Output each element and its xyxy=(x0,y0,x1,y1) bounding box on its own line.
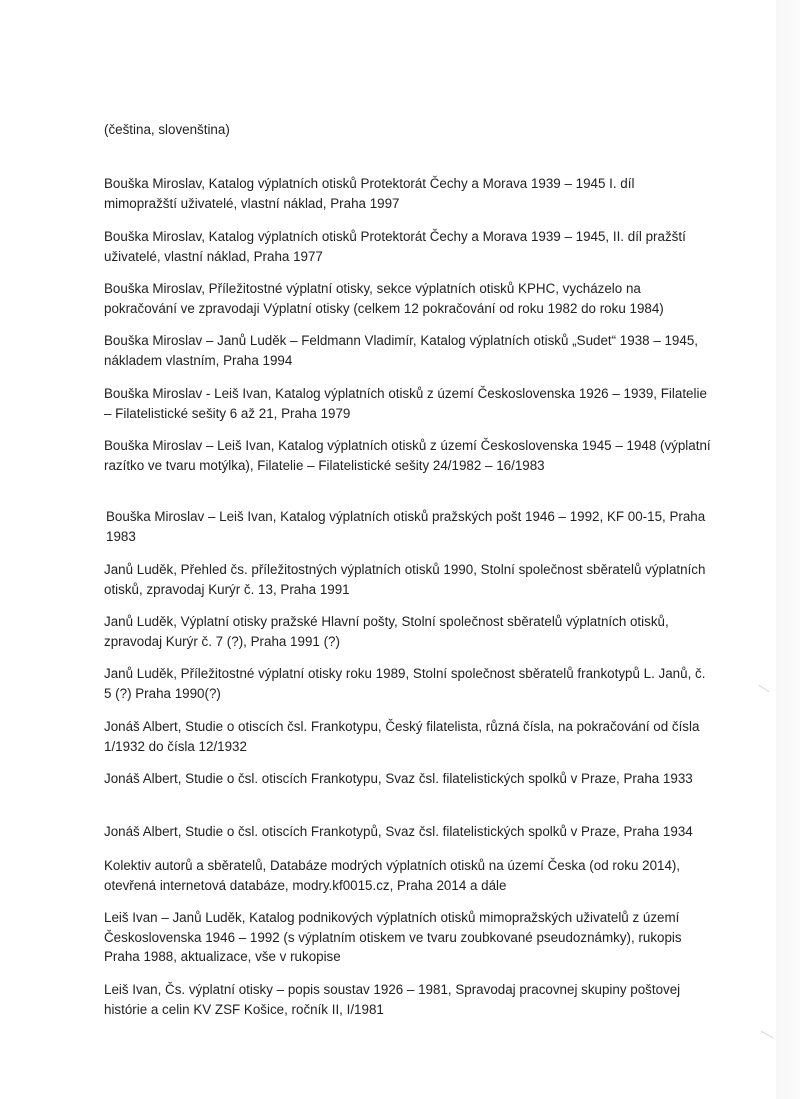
text-line: Bouška Miroslav – Leiš Ivan, Katalog výplatních otisků pražských pošt 1946 – 1992, KF 00-15, Praha xyxy=(106,509,706,524)
text-line: Leiš Ivan – Janů Luděk, Katalog podnikových výplatních otisků mimopražských uživatelů z území xyxy=(104,910,680,925)
bibliography-entry xyxy=(104,717,704,756)
bibliography-entry xyxy=(104,822,704,842)
bibliography-entry xyxy=(104,279,704,318)
text-line: uživatelé, vlastní náklad, Praha 1977 xyxy=(104,248,323,264)
text-line: Bouška Miroslav, Katalog výplatních otisků Protektorát Čechy a Morava 1939 – 1945 I. díl xyxy=(104,176,635,191)
text-line: Janů Luděk, Výplatní otisky pražské Hlavní pošty, Stolní společnost sběratelů výplatních otisků, xyxy=(104,614,669,629)
text-line: Bouška Miroslav – Leiš Ivan, Katalog výplatních otisků z území Československa 1945 – 1948 (výplatní xyxy=(104,438,711,453)
bibliography-entry xyxy=(104,331,704,370)
text-line: 5 (?) Praha 1990(?) xyxy=(104,685,221,701)
text-line: Janů Luděk, Přehled čs. příležitostných výplatních otisků 1990, Stolní společnost sběratelů výplatních xyxy=(104,562,706,577)
text-line: Jonáš Albert, Studie o čsl. otiscích Frankotypu, Svaz čsl. filatelistických spolků v Praze, Praha 1933 xyxy=(104,771,693,786)
text-line: Kolektiv autorů a sběratelů, Databáze modrých výplatních otisků na území Česka (od roku 2014), xyxy=(104,858,681,873)
bibliography-entry xyxy=(104,769,704,789)
text-line: Janů Luděk, Příležitostné výplatní otisky roku 1989, Stolní společnost sběratelů frankotypů L. Janů, č. xyxy=(104,666,706,681)
bibliography-entry xyxy=(104,174,704,213)
text-line: Leiš Ivan, Čs. výplatní otisky – popis soustav 1926 – 1981, Spravodaj pracovnej skupiny poštovej xyxy=(104,982,681,997)
text-line: pokračování ve zpravodaji Výplatní otisky (celkem 12 pokračování od roku 1982 do roku 1984) xyxy=(104,300,664,316)
text-line: Praha 1988, aktualizace, vše v rukopise xyxy=(104,949,341,964)
text-line: histórie a celin KV ZSF Košice, ročník II, I/1981 xyxy=(104,1001,384,1017)
text-line: otisků, zpravodaj Kurýr č. 13, Praha 1991 xyxy=(104,581,350,597)
text-line: Bouška Miroslav - Leiš Ivan, Katalog výplatních otisků z území Československa 1926 – 1939, Filatelie xyxy=(104,386,707,401)
text-line: Bouška Miroslav – Janů Luděk – Feldmann Vladimír, Katalog výplatních otisků „Sudet“ 1938 – 1945, xyxy=(104,333,698,348)
text-line: Bouška Miroslav, Katalog výplatních otisků Protektorát Čechy a Morava 1939 – 1945, II. díl pražští xyxy=(104,229,686,244)
text-line: 1983 xyxy=(106,528,136,544)
text-line: Jonáš Albert, Studie o čsl. otiscích Frankotypů, Svaz čsl. filatelistických spolků v Praze, Praha 1934 xyxy=(104,824,693,839)
bibliography-entry xyxy=(104,664,704,703)
bibliography-entry xyxy=(104,908,704,967)
text-line: Československa 1946 – 1992 (s výplatním otiskem ve tvaru zoubkované pseudoznámky), rukopis xyxy=(104,929,682,945)
text-line: zpravodaj Kurýr č. 7 (?), Praha 1991 (?) xyxy=(104,633,340,649)
bibliography-entry xyxy=(106,507,706,546)
text-line: mimopražští uživatelé, vlastní náklad, Praha 1997 xyxy=(104,195,400,211)
bibliography-entry xyxy=(104,227,704,266)
bibliography-entry xyxy=(104,980,704,1019)
bibliography-entry xyxy=(104,612,704,651)
page-edge-shadow xyxy=(776,0,800,1099)
bibliography-entry xyxy=(104,856,704,895)
text-line: (čeština, slovenština) xyxy=(104,122,230,137)
text-line: otevřená internetová databáze, modry.kf0015.cz, Praha 2014 a dále xyxy=(104,877,507,893)
text-line: razítko ve tvaru motýlka), Filatelie – Filatelistické sešity 24/1982 – 16/1983 xyxy=(104,457,545,473)
text-line: – Filatelistické sešity 6 až 21, Praha 1979 xyxy=(104,405,351,421)
bibliography-entry xyxy=(104,436,711,475)
text-line: 1/1932 do čísla 12/1932 xyxy=(104,738,247,754)
language-note xyxy=(104,120,704,140)
text-line: Jonáš Albert, Studie o otiscích čsl. Frankotypu, Český filatelista, různá čísla, na pokračování od čísla xyxy=(104,719,700,734)
bibliography-entry xyxy=(104,384,707,423)
text-line: Bouška Miroslav, Příležitostné výplatní otisky, sekce výplatních otisků KPHC, vycházelo na xyxy=(104,281,641,296)
bibliography-entry xyxy=(104,560,704,599)
text-line: nákladem vlastním, Praha 1994 xyxy=(104,352,293,368)
